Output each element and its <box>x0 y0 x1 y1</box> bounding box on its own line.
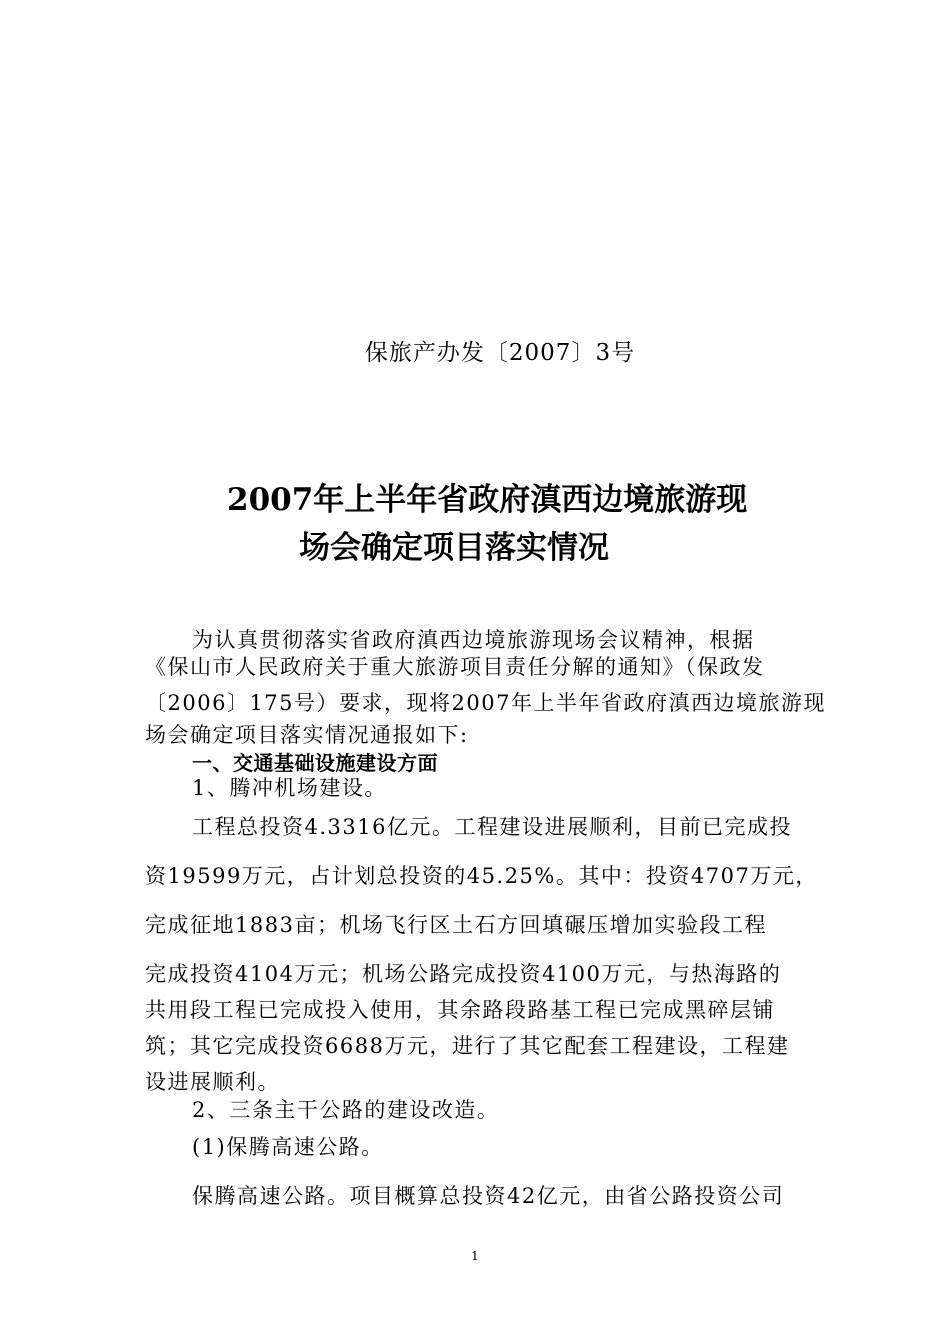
document-number: 保旅产办发〔2007〕3号 <box>364 340 636 366</box>
body-line: 设进展顺利。 <box>145 1070 280 1094</box>
body-line: 筑；其它完成投资6688万元，进行了其它配套工程建设，工程建 <box>145 1034 790 1058</box>
body-line: 完成投资4104万元；机场公路完成投资4100万元，与热海路的 <box>145 962 782 986</box>
page-number: 1 <box>471 1249 479 1263</box>
section-heading: 一、交通基础设施建设方面 <box>192 751 438 775</box>
body-line: 为认真贯彻落实省政府滇西边境旅游现场会议精神，根据 <box>192 628 755 652</box>
subsection-heading: 1、腾冲机场建设。 <box>192 776 387 800</box>
body-line: 〔2006〕175号）要求，现将2007年上半年省政府滇西边境旅游现 <box>145 691 826 715</box>
sub-item-heading: (1)保腾高速公路。 <box>192 1135 384 1159</box>
body-line: 共用段工程已完成投入使用，其余路段路基工程已完成黑碎层铺 <box>145 998 775 1022</box>
body-line: 完成征地1883亩；机场飞行区土石方回填碾压增加实验段工程 <box>145 913 767 937</box>
document-title-line-2: 场会确定项目落实情况 <box>299 530 609 566</box>
body-line: 《保山市人民政府关于重大旅游项目责任分解的通知》（保政发 <box>145 655 765 679</box>
subsection-heading: 2、三条主干公路的建设改造。 <box>192 1098 500 1122</box>
body-line: 工程总投资4.3316亿元。工程建设进展顺利，目前已完成投 <box>192 815 792 839</box>
document-title-line-1: 2007年上半年省政府滇西边境旅游现 <box>227 482 748 518</box>
body-line: 场会确定项目落实情况通报如下: <box>145 723 469 747</box>
body-line: 保腾高速公路。项目概算总投资42亿元，由省公路投资公司 <box>192 1184 785 1208</box>
body-line: 资19599万元，占计划总投资的45.25%。其中：投资4707万元， <box>145 864 818 888</box>
